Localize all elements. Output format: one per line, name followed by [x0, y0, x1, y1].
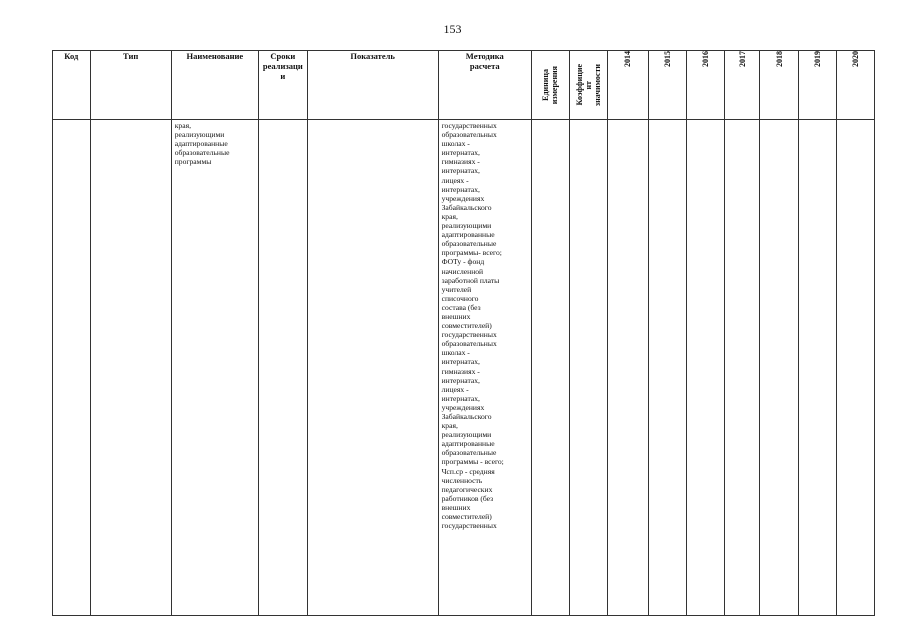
header-coefficient-line: Коэффицие	[574, 64, 584, 106]
name-line: образовательные	[174, 148, 230, 158]
header-unit-line: Единица	[541, 69, 551, 101]
cell-year-2020	[837, 120, 875, 616]
method-line: гимназиях -	[441, 157, 480, 167]
method-line: заработной платы	[441, 275, 500, 285]
method-line: государственных	[441, 330, 497, 340]
name-line: адаптированные	[174, 139, 228, 149]
year-label: 2018	[774, 51, 784, 67]
cell-year-2019	[798, 120, 837, 616]
header-coefficient-line: нт	[583, 80, 593, 90]
name-text	[172, 120, 258, 166]
method-line: образовательные	[441, 448, 497, 458]
cell-year-2017	[724, 120, 760, 616]
cell-type	[90, 120, 171, 616]
method-line: школах -	[441, 139, 470, 149]
header-name: Наименование	[171, 51, 258, 120]
method-line: образовательные	[441, 239, 497, 249]
header-row	[53, 51, 875, 120]
header-code: Код	[53, 51, 91, 120]
method-line: гимназиях -	[441, 366, 480, 376]
method-text	[439, 120, 531, 530]
header-coefficient-line: значимости	[592, 63, 602, 107]
year-label: 2015	[662, 51, 672, 67]
header-unit-line: измерения	[550, 65, 560, 105]
indicator-table	[52, 50, 875, 616]
method-line: учреждениях	[441, 193, 485, 203]
name-line: реализующими	[174, 130, 225, 140]
method-line: программы- всего;	[441, 248, 502, 258]
method-line: Забайкальского	[441, 412, 492, 421]
cell-year-2018	[760, 120, 799, 616]
header-type: Тип	[90, 51, 171, 120]
year-label: 2017	[737, 51, 747, 67]
method-line: учителей	[441, 284, 472, 294]
method-line: внешних	[441, 311, 471, 321]
header-period-line: Сроки	[270, 51, 296, 61]
year-label: 2014	[623, 51, 633, 67]
method-line: интернатах,	[441, 375, 480, 385]
name-line: программы	[174, 157, 212, 167]
method-line: адаптированные	[441, 439, 495, 449]
method-line: края,	[441, 421, 458, 431]
header-period-line: и	[280, 71, 286, 81]
header-year-2015	[648, 51, 687, 120]
table-row	[53, 120, 875, 616]
method-line: совместителей)	[441, 512, 492, 522]
method-line: адаптированные	[441, 230, 495, 240]
cell-period	[258, 120, 307, 616]
method-line: школах -	[441, 348, 470, 358]
method-line: интернатах,	[441, 393, 480, 403]
method-line: государственных	[441, 521, 497, 531]
name-line: края,	[174, 121, 191, 130]
cell-coefficient	[569, 120, 608, 616]
cell-year-2016	[687, 120, 725, 616]
header-coefficient	[569, 51, 608, 120]
method-line: лицеях -	[441, 384, 469, 394]
cell-method	[438, 120, 531, 616]
method-line: Забайкальского	[441, 202, 492, 212]
cell-code	[53, 120, 91, 616]
header-period-line: реализаци	[262, 61, 303, 71]
method-line: списочного	[441, 293, 479, 303]
method-line: ФОТу - фонд	[441, 257, 485, 267]
method-line: государственных	[441, 121, 497, 130]
method-line: интернатах,	[441, 148, 480, 158]
method-line: состава (без	[441, 302, 481, 312]
year-label: 2020	[851, 51, 861, 67]
header-method	[438, 51, 531, 120]
page-number: 153	[443, 22, 462, 36]
method-line: работников (без	[441, 493, 494, 503]
header-indicator: Показатель	[307, 51, 438, 120]
header-year-2019	[798, 51, 837, 120]
method-line: интернатах,	[441, 357, 480, 367]
cell-year-2015	[648, 120, 687, 616]
method-line: численность	[441, 475, 483, 485]
header-method-line: расчета	[469, 61, 500, 71]
header-unit	[531, 51, 569, 120]
year-label: 2016	[700, 51, 710, 67]
cell-indicator	[307, 120, 438, 616]
method-line: программы - всего;	[441, 457, 504, 467]
method-line: края,	[441, 211, 458, 221]
method-line: лицеях -	[441, 175, 469, 185]
method-line: образовательных	[441, 339, 497, 349]
header-year-2016	[687, 51, 725, 120]
header-method-line: Методика	[465, 51, 504, 61]
method-line: образовательных	[441, 130, 497, 140]
header-year-2020	[837, 51, 875, 120]
method-line: учреждениях	[441, 402, 485, 412]
method-line: реализующими	[441, 221, 492, 231]
method-line: начисленной	[441, 266, 484, 276]
cell-name	[171, 120, 258, 616]
method-line: интернатах,	[441, 166, 480, 176]
header-period	[258, 51, 307, 120]
method-line: педагогических	[441, 484, 493, 494]
method-line: Чсп.ср - средняя	[441, 466, 495, 476]
header-year-2017	[724, 51, 760, 120]
method-line: совместителей)	[441, 321, 492, 331]
method-line: внешних	[441, 502, 471, 512]
header-year-2014	[608, 51, 649, 120]
cell-year-2014	[608, 120, 649, 616]
year-label: 2019	[813, 51, 823, 67]
method-line: реализующими	[441, 430, 492, 440]
header-year-2018	[760, 51, 799, 120]
method-line: интернатах,	[441, 184, 480, 194]
cell-unit	[531, 120, 569, 616]
